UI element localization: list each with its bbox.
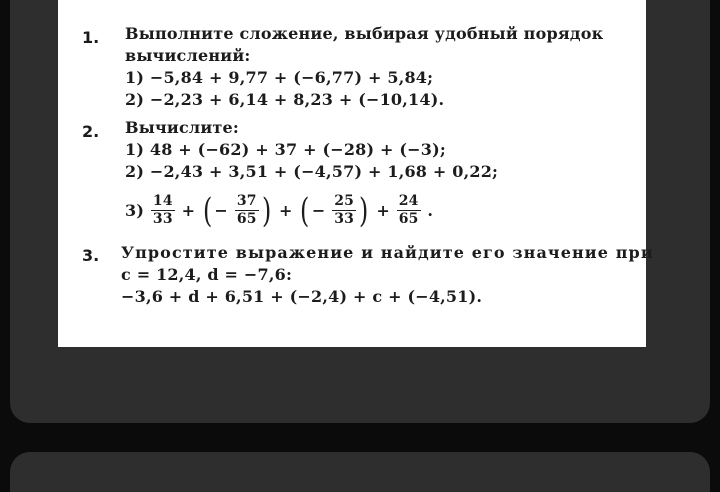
next-card bbox=[10, 452, 710, 492]
fraction-3: $\frac{25}{33}$ bbox=[334, 193, 355, 227]
fraction-4: $\frac{24}{65}$ bbox=[398, 193, 419, 227]
task-number-3: 3. bbox=[82, 246, 100, 265]
task-2-item-1: 1) 48 + (−62) + 37 + (−28) + (−3); bbox=[125, 140, 447, 159]
task-2-item-3: 3) $\frac{14}{33}$ + ( − $\frac{37}{65}$ ) + ( − $\frac{25}{33}$ ) + $\frac{24}{65}$ . bbox=[125, 190, 434, 231]
item-3-label: 3) bbox=[125, 201, 145, 220]
task-1-item-1: 1) −5,84 + 9,77 + (−6,77) + 5,84; bbox=[125, 68, 434, 87]
task-1-line-1: Выполните сложение, выбирая удобный порядок bbox=[125, 24, 604, 43]
fraction-2: $\frac{37}{65}$ bbox=[236, 193, 257, 227]
task-2-item-2: 2) −2,43 + 3,51 + (−4,57) + 1,68 + 0,22; bbox=[125, 162, 499, 181]
task-number-1: 1. bbox=[82, 28, 100, 47]
textbook-page-image bbox=[58, 0, 654, 347]
task-1-line-2: вычислений: bbox=[125, 46, 251, 65]
task-3-line-2: c = 12,4, d = −7,6: bbox=[121, 265, 293, 284]
task-1-item-2: 2) −2,23 + 6,14 + 8,23 + (−10,14). bbox=[125, 90, 445, 109]
task-2-line-1: Вычислите: bbox=[125, 118, 240, 137]
task-3-line-3: −3,6 + d + 6,51 + (−2,4) + c + (−4,51). bbox=[121, 287, 483, 306]
task-number-2: 2. bbox=[82, 122, 100, 141]
fraction-1: $\frac{14}{33}$ bbox=[152, 193, 173, 227]
task-3-line-1: Упростите выражение и найдите его значение при bbox=[121, 243, 654, 262]
